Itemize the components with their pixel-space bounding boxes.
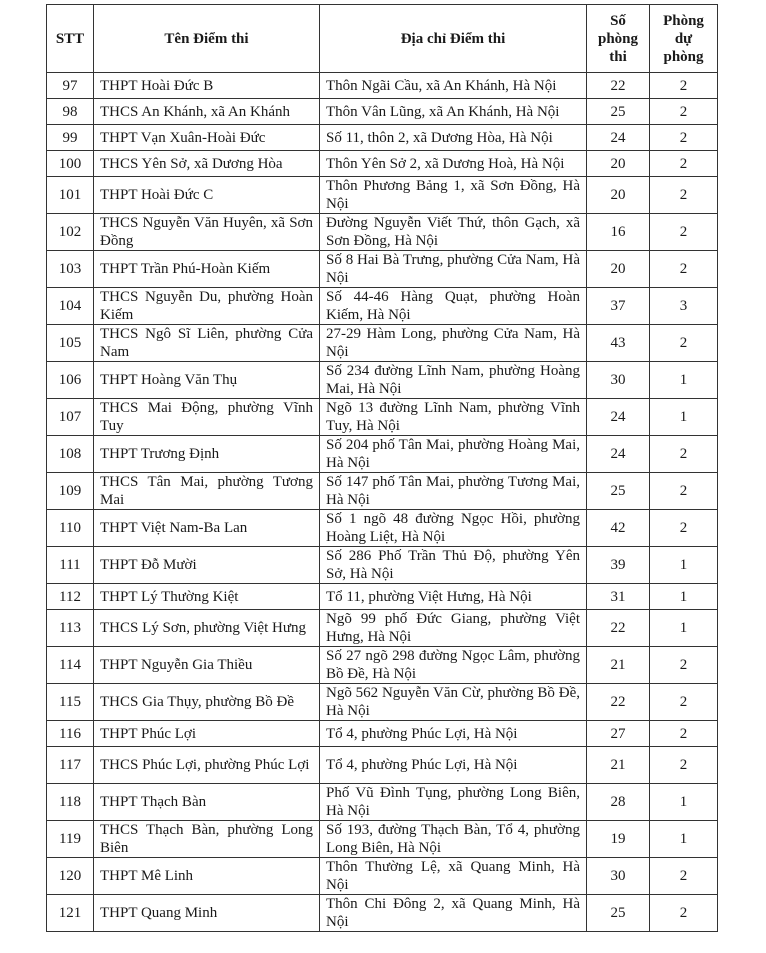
- cell-room-count: 30: [587, 362, 650, 399]
- cell-room-count: 21: [587, 747, 650, 784]
- table-row: [47, 99, 718, 125]
- cell-reserve-rooms: 1: [650, 362, 718, 399]
- table-header-row: [47, 5, 718, 73]
- cell-site-address: Thôn Thường Lệ, xã Quang Minh, Hà Nội: [320, 858, 587, 895]
- cell-site-address: Số 234 đường Lĩnh Nam, phường Hoàng Mai, Hà Nội: [320, 362, 587, 399]
- table-row: [47, 547, 718, 584]
- cell-site-name: THPT Phúc Lợi: [94, 721, 320, 747]
- cell-stt: 104: [47, 288, 94, 325]
- cell-room-count: 42: [587, 510, 650, 547]
- cell-site-address: Thôn Phương Bảng 1, xã Sơn Đồng, Hà Nội: [320, 177, 587, 214]
- table-row: [47, 684, 718, 721]
- cell-stt: 103: [47, 251, 94, 288]
- cell-stt: 109: [47, 473, 94, 510]
- cell-room-count: 24: [587, 399, 650, 436]
- cell-stt: 110: [47, 510, 94, 547]
- cell-reserve-rooms: 2: [650, 251, 718, 288]
- cell-reserve-rooms: 2: [650, 214, 718, 251]
- table-row: [47, 584, 718, 610]
- cell-reserve-rooms: 1: [650, 547, 718, 584]
- cell-site-address: Ngõ 562 Nguyễn Văn Cừ, phường Bồ Đề, Hà Nội: [320, 684, 587, 721]
- cell-site-address: Phố Vũ Đình Tụng, phường Long Biên, Hà Nội: [320, 784, 587, 821]
- cell-site-name: THCS An Khánh, xã An Khánh: [94, 99, 320, 125]
- cell-stt: 107: [47, 399, 94, 436]
- cell-reserve-rooms: 1: [650, 610, 718, 647]
- cell-reserve-rooms: 2: [650, 647, 718, 684]
- cell-site-name: THPT Vạn Xuân-Hoài Đức: [94, 125, 320, 151]
- cell-reserve-rooms: 2: [650, 177, 718, 214]
- cell-reserve-rooms: 2: [650, 325, 718, 362]
- cell-reserve-rooms: 2: [650, 684, 718, 721]
- cell-site-name: THPT Đỗ Mười: [94, 547, 320, 584]
- table-row: [47, 73, 718, 99]
- cell-reserve-rooms: 2: [650, 510, 718, 547]
- cell-site-name: THPT Trần Phú-Hoàn Kiếm: [94, 251, 320, 288]
- cell-stt: 120: [47, 858, 94, 895]
- cell-stt: 116: [47, 721, 94, 747]
- cell-room-count: 24: [587, 125, 650, 151]
- cell-stt: 101: [47, 177, 94, 214]
- cell-site-name: THCS Lý Sơn, phường Việt Hưng: [94, 610, 320, 647]
- cell-room-count: 39: [587, 547, 650, 584]
- table-row: [47, 214, 718, 251]
- cell-room-count: 28: [587, 784, 650, 821]
- cell-stt: 115: [47, 684, 94, 721]
- cell-stt: 105: [47, 325, 94, 362]
- header-room-count: Số phòng thi: [587, 5, 650, 73]
- cell-room-count: 24: [587, 436, 650, 473]
- table-row: [47, 784, 718, 821]
- cell-stt: 112: [47, 584, 94, 610]
- cell-site-address: Tổ 4, phường Phúc Lợi, Hà Nội: [320, 721, 587, 747]
- table-row: [47, 721, 718, 747]
- cell-site-name: THCS Yên Sở, xã Dương Hòa: [94, 151, 320, 177]
- cell-site-address: Số 286 Phố Trần Thủ Độ, phường Yên Sở, Hà Nội: [320, 547, 587, 584]
- cell-site-address: Thôn Ngãi Cầu, xã An Khánh, Hà Nội: [320, 73, 587, 99]
- cell-room-count: 20: [587, 151, 650, 177]
- cell-site-address: Số 11, thôn 2, xã Dương Hòa, Hà Nội: [320, 125, 587, 151]
- cell-site-address: Ngõ 13 đường Lĩnh Nam, phường Vĩnh Tuy, Hà Nội: [320, 399, 587, 436]
- cell-stt: 99: [47, 125, 94, 151]
- cell-site-address: Số 193, đường Thạch Bàn, Tổ 4, phường Long Biên, Hà Nội: [320, 821, 587, 858]
- cell-reserve-rooms: 2: [650, 858, 718, 895]
- cell-stt: 121: [47, 895, 94, 932]
- cell-room-count: 19: [587, 821, 650, 858]
- cell-site-address: Số 204 phố Tân Mai, phường Hoàng Mai, Hà Nội: [320, 436, 587, 473]
- cell-stt: 118: [47, 784, 94, 821]
- cell-site-name: THCS Ngô Sĩ Liên, phường Cửa Nam: [94, 325, 320, 362]
- cell-room-count: 16: [587, 214, 650, 251]
- cell-site-name: THCS Tân Mai, phường Tương Mai: [94, 473, 320, 510]
- cell-site-name: THCS Mai Động, phường Vĩnh Tuy: [94, 399, 320, 436]
- table-row: [47, 362, 718, 399]
- cell-stt: 114: [47, 647, 94, 684]
- header-reserve-rooms: Phòng dự phòng: [650, 5, 718, 73]
- cell-room-count: 20: [587, 177, 650, 214]
- cell-room-count: 25: [587, 473, 650, 510]
- cell-site-name: THPT Trương Định: [94, 436, 320, 473]
- cell-reserve-rooms: 2: [650, 747, 718, 784]
- cell-room-count: 22: [587, 73, 650, 99]
- table-body: [47, 73, 718, 932]
- table-row: [47, 436, 718, 473]
- cell-room-count: 22: [587, 684, 650, 721]
- cell-site-name: THPT Hoàng Văn Thụ: [94, 362, 320, 399]
- cell-site-name: THCS Thạch Bàn, phường Long Biên: [94, 821, 320, 858]
- table-row: [47, 288, 718, 325]
- cell-site-name: THPT Việt Nam-Ba Lan: [94, 510, 320, 547]
- header-site-address: Địa chỉ Điểm thi: [320, 5, 587, 73]
- table-row: [47, 399, 718, 436]
- cell-site-address: Thôn Yên Sở 2, xã Dương Hoà, Hà Nội: [320, 151, 587, 177]
- cell-stt: 108: [47, 436, 94, 473]
- cell-room-count: 43: [587, 325, 650, 362]
- table-row: [47, 251, 718, 288]
- cell-site-name: THPT Lý Thường Kiệt: [94, 584, 320, 610]
- cell-site-name: THPT Quang Minh: [94, 895, 320, 932]
- table-row: [47, 125, 718, 151]
- cell-reserve-rooms: 2: [650, 473, 718, 510]
- cell-site-address: Số 27 ngõ 298 đường Ngọc Lâm, phường Bồ Đề, Hà Nội: [320, 647, 587, 684]
- cell-site-address: Ngõ 99 phố Đức Giang, phường Việt Hưng, Hà Nội: [320, 610, 587, 647]
- cell-stt: 100: [47, 151, 94, 177]
- table-row: [47, 325, 718, 362]
- cell-room-count: 37: [587, 288, 650, 325]
- cell-room-count: 30: [587, 858, 650, 895]
- cell-reserve-rooms: 2: [650, 721, 718, 747]
- table-row: [47, 647, 718, 684]
- cell-stt: 113: [47, 610, 94, 647]
- cell-site-address: Tổ 4, phường Phúc Lợi, Hà Nội: [320, 747, 587, 784]
- cell-stt: 106: [47, 362, 94, 399]
- cell-site-name: THCS Nguyễn Văn Huyên, xã Sơn Đồng: [94, 214, 320, 251]
- cell-room-count: 20: [587, 251, 650, 288]
- cell-room-count: 22: [587, 610, 650, 647]
- table-row: [47, 747, 718, 784]
- table-row: [47, 473, 718, 510]
- table-row: [47, 858, 718, 895]
- cell-reserve-rooms: 2: [650, 151, 718, 177]
- cell-stt: 119: [47, 821, 94, 858]
- cell-site-name: THCS Phúc Lợi, phường Phúc Lợi: [94, 747, 320, 784]
- table-row: [47, 177, 718, 214]
- table-row: [47, 895, 718, 932]
- cell-reserve-rooms: 2: [650, 436, 718, 473]
- cell-room-count: 31: [587, 584, 650, 610]
- exam-sites-table: [46, 4, 718, 932]
- cell-reserve-rooms: 1: [650, 584, 718, 610]
- cell-room-count: 27: [587, 721, 650, 747]
- cell-reserve-rooms: 2: [650, 99, 718, 125]
- cell-room-count: 25: [587, 895, 650, 932]
- cell-reserve-rooms: 1: [650, 399, 718, 436]
- cell-site-address: 27-29 Hàm Long, phường Cửa Nam, Hà Nội: [320, 325, 587, 362]
- table-row: [47, 610, 718, 647]
- cell-reserve-rooms: 1: [650, 821, 718, 858]
- table-row: [47, 151, 718, 177]
- cell-site-name: THPT Hoài Đức B: [94, 73, 320, 99]
- header-site-name: Tên Điểm thi: [94, 5, 320, 73]
- cell-reserve-rooms: 2: [650, 895, 718, 932]
- cell-site-address: Đường Nguyễn Viết Thứ, thôn Gạch, xã Sơn Đồng, Hà Nội: [320, 214, 587, 251]
- cell-site-address: Số 44-46 Hàng Quạt, phường Hoàn Kiếm, Hà Nội: [320, 288, 587, 325]
- cell-stt: 102: [47, 214, 94, 251]
- cell-site-address: Số 1 ngõ 48 đường Ngọc Hồi, phường Hoàng Liệt, Hà Nội: [320, 510, 587, 547]
- cell-site-name: THPT Nguyễn Gia Thiều: [94, 647, 320, 684]
- cell-site-name: THPT Mê Linh: [94, 858, 320, 895]
- cell-site-address: Thôn Vân Lũng, xã An Khánh, Hà Nội: [320, 99, 587, 125]
- cell-site-address: Tổ 11, phường Việt Hưng, Hà Nội: [320, 584, 587, 610]
- cell-stt: 98: [47, 99, 94, 125]
- cell-site-address: Thôn Chi Đông 2, xã Quang Minh, Hà Nội: [320, 895, 587, 932]
- cell-site-name: THCS Nguyễn Du, phường Hoàn Kiếm: [94, 288, 320, 325]
- cell-site-name: THPT Thạch Bàn: [94, 784, 320, 821]
- cell-stt: 97: [47, 73, 94, 99]
- cell-room-count: 21: [587, 647, 650, 684]
- cell-site-name: THCS Gia Thụy, phường Bồ Đề: [94, 684, 320, 721]
- cell-site-name: THPT Hoài Đức C: [94, 177, 320, 214]
- cell-room-count: 25: [587, 99, 650, 125]
- table-row: [47, 510, 718, 547]
- cell-reserve-rooms: 1: [650, 784, 718, 821]
- cell-reserve-rooms: 2: [650, 73, 718, 99]
- table-row: [47, 821, 718, 858]
- cell-reserve-rooms: 2: [650, 125, 718, 151]
- cell-stt: 111: [47, 547, 94, 584]
- cell-reserve-rooms: 3: [650, 288, 718, 325]
- cell-site-address: Số 147 phố Tân Mai, phường Tương Mai, Hà Nội: [320, 473, 587, 510]
- cell-site-address: Số 8 Hai Bà Trưng, phường Cửa Nam, Hà Nội: [320, 251, 587, 288]
- cell-stt: 117: [47, 747, 94, 784]
- header-stt: STT: [47, 5, 94, 73]
